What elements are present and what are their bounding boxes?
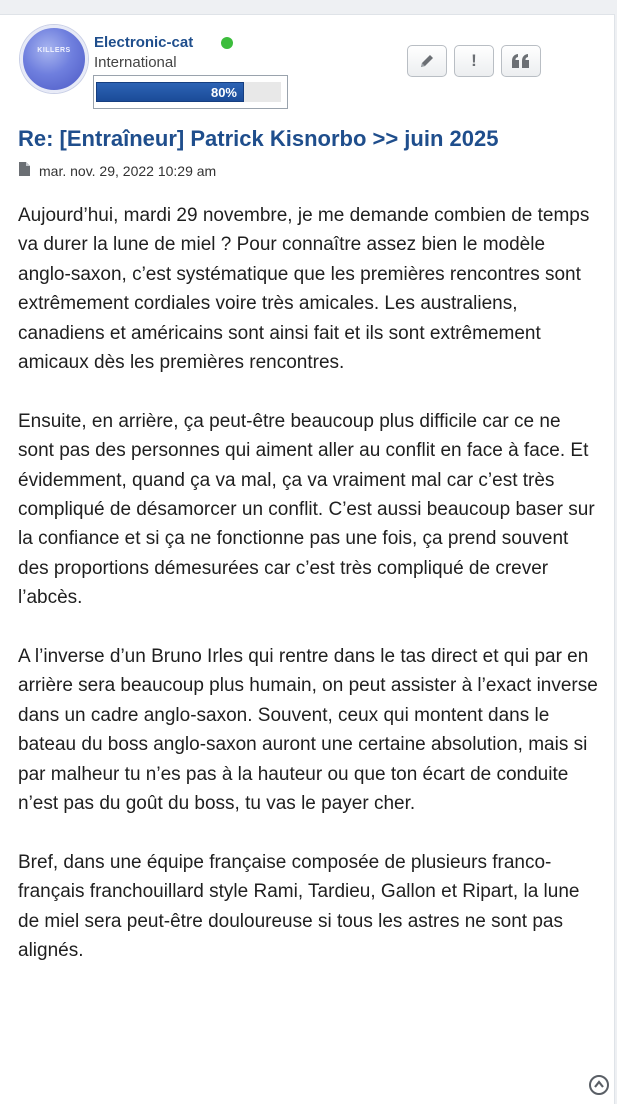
paragraph-3: A l’inverse d’un Bruno Irles qui rentre dans le tas direct et qui par en arrière sera beaucoup plus humain, on peut assister à l’exact inverse dans un cadre anglo-saxon. Souvent, ceux qui montent dans le bateau du boss anglo-saxon auront une certaine absolution, mais si par malheur tu n’es pas à la hauteur ou que ton écart de conduite n’est pas du goût du boss, tu vas le payer cher. bbox=[18, 646, 598, 815]
paragraph-2: Ensuite, en arrière, ça peut-être beaucoup plus difficile car ce ne sont pas des personnes qui aiment aller au conflit en face à face. Et évidemment, quand ça va mal, ça va vraiment mal car c’est très compliqué de désamorcer un conflit. C’est aussi beaucoup baser sur la confiance et si ça ne fonctionne pas une fois, ça prend souvent des proportions démesurées car c’est très compliqué de crever l’abcès. bbox=[18, 410, 595, 609]
back-to-top-button[interactable] bbox=[589, 1075, 609, 1095]
online-status-icon bbox=[221, 37, 233, 49]
quote-button[interactable] bbox=[501, 45, 541, 77]
avatar[interactable] bbox=[20, 25, 88, 93]
post-actions bbox=[407, 45, 541, 77]
username-link[interactable]: Electronic-cat bbox=[94, 34, 194, 51]
document-icon bbox=[19, 162, 30, 179]
post-content bbox=[18, 201, 601, 995]
post-date: mar. nov. 29, 2022 10:29 am bbox=[39, 162, 217, 179]
post-title[interactable]: Re: [Entraîneur] Patrick Kisnorbo >> juin 2025 bbox=[18, 126, 499, 151]
report-icon: ! bbox=[471, 51, 477, 70]
paragraph-1: Aujourd’hui, mardi 29 novembre, je me demande combien de temps va durer la lune de miel ? Pour connaître assez bien le modèle anglo-saxon, c’est systématique que les premières rencontres sont extrêmement cordiales voire très amicales. Les australiens, canadiens et américains sont ainsi fait et ils sont extrêmement amicaux dès les premières rencontres. bbox=[18, 205, 590, 374]
quote-icon bbox=[511, 53, 531, 69]
forum-post bbox=[0, 14, 615, 1104]
chevron-up-icon bbox=[594, 1080, 604, 1091]
report-button[interactable] bbox=[454, 45, 494, 77]
post-meta bbox=[19, 162, 216, 179]
edit-button[interactable] bbox=[407, 45, 447, 77]
user-rank: International bbox=[94, 54, 177, 71]
edit-icon bbox=[418, 52, 436, 70]
progress-label: 80% bbox=[210, 85, 237, 100]
progress-fill bbox=[96, 82, 244, 102]
paragraph-4: Bref, dans une équipe française composée de plusieurs franco-français franchouillard style Rami, Tardieu, Gallon et Ripart, la lune de miel sera peut-être douloureuse si tous les astres ne sont pas alignés. bbox=[18, 851, 580, 962]
avatar-text: KILLERS bbox=[37, 46, 71, 54]
rank-progress-bar bbox=[93, 75, 288, 109]
progress-track bbox=[96, 82, 281, 102]
